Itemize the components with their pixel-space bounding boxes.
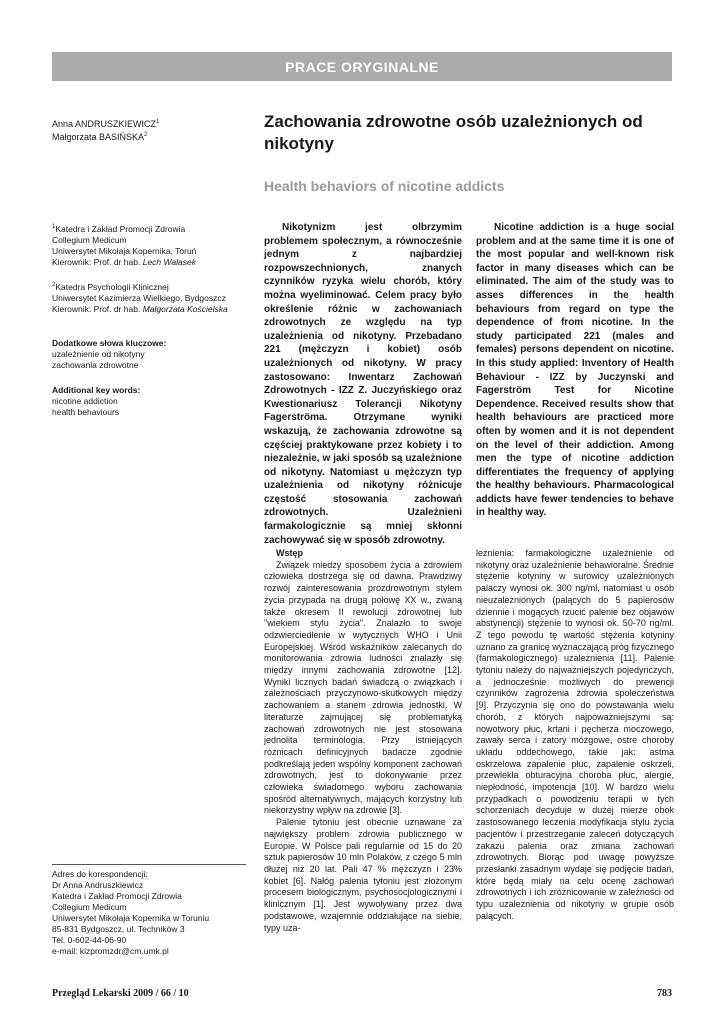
article-subtitle: Health behaviors of nicotine addicts bbox=[264, 178, 505, 194]
author-list bbox=[52, 117, 252, 143]
page-number: 783 bbox=[657, 988, 672, 999]
body-paragraph: Palenie tytoniu jest obecnie uznawane za największy problem zdrowia publicznego w Europie. W Polsce pali regularnie od 15 do 20 sztuk papierosów 10 mln Polaków, z czego 5 mln dłużej niż 20 lat. Pali 47 % mężczyzn i 23% kobiet [6]. Nałóg palenia tytoniu jest złożonym procesem biologicznym, psychosocjologicznymi i klinicznym [1]. Jest wywoływany przez dwa podstawowe, wzajemnie oddziałujące na siebie, typy uza- bbox=[264, 817, 462, 933]
journal-footer: Przegląd Lekarski 2009 / 66 / 10 bbox=[52, 988, 189, 999]
abstract-polish: Nikotynizm jest olbrzymim problemem społecznym, a równocześnie jednym z najbardziej rozpowszechnionych, znanych czynników ryzyka wielu chorób, który można wyeliminować. Celem pracy było określenie różnic w zachowaniach zdrowotnych ze względu na typ uzależnienia od nikotyny. Przebadano 221 (mężczyzn i kobiet) osób uzależnionych od nikotyny. W pracy zastosowano: Inwentarz Zachowań Zdrowotnych - IZZ Z. Juczyńskiego oraz Kwestionariusz Tolerancji Nikotyny Fagerströma. Otrzymane wyniki wskazują, że zachowania zdrowotne są częściej praktykowane przez kobiety i to niezależnie, w jaki sposób są uzależnione od nikotyny. Natomiast u mężczyzn typ uzależnienia od nikotyny różnicuje częstość stosowania zachowań zdrowotnych. Uzależnieni farmakologicznie są mniej skłonni zachowywać się w sposób zdrowotny. bbox=[264, 222, 462, 546]
keywords-english: Additional key words: nicotine addiction health behaviours bbox=[52, 385, 141, 417]
affiliation-2: $^2$Katedra Psychologii Klinicznej Uniwersytet Kazimierza Wielkiego, Bydgoszcz Kierownik: Prof. dr hab. Małgorzata Kościelska bbox=[52, 281, 228, 314]
correspondence-email: e-mail: kizpromzdr@cm.umk.pl bbox=[52, 946, 169, 956]
body-paragraph: leżnienia: farmakologiczne uzależnienie od nikotyny oraz uzależnienie behawioralne. Średnie stężenie kotyniny w surowicy uzależnionych palaczy wynosi ok. 300 ng/ml, natomiast u osób nieuzależnionych (palących do 5 papierosów dziennie i mogących rzucić palenie bez objawów abstynencji) stężenie to wynosi ok. 50-70 ng/ml. Z tego powodu tę wartość stężenia kotyniny uznano za granicę wyznaczającą próg fizycznego (farmakologicznego) uzależnienia [11]. Palenie tytoniu należy do najważniejszych pojedynczych, a jednocześnie możliwych do prewencji czynników zagrożenia zdrowia społeczeństwa [9]. Przyczynia się ono do powstawania wielu chorób, z których najpoważniejszymi są: nowotwory płuc, krtani i pęcherza moczowego, zawały serca i zatory mózgowe, ostre choroby układu oddechowego, takie jak: astma oskrzelowa zapalenie płuc, zapalenie oskrzeli, przewlekła obturacyjna choroba płuc, alergie, niepłodność, impotencja [10]. W bardzo wielu przypadkach o powodzeniu terapii w tych schorzeniach decyduje w dużej mierze obok zastosowanego leczenia modyfikacja stylu życia pacjentów i przestrzeganie zaleceń dotyczących zakazu palenia oraz zmiana zachowań zdrowotnych. Biorąc pod uwagę powyższe przesłanki zasadnym wydaje się podjęcie badań, które będą miały na celu ocenę zachowań zdrowotnych i ich zróżnicowanie w zależności od typu uzależnienia od nikotyny w grupie osób palących. bbox=[476, 548, 674, 921]
author-1: Anna ANDRUSZKIEWICZ$^1$ bbox=[52, 119, 160, 129]
article-title: Zachowania zdrowotne osób uzależnionych od nikotyny bbox=[264, 112, 643, 153]
body-column-1 bbox=[264, 548, 462, 934]
body-paragraph: Związek miedzy sposobem życia a zdrowiem człowieka dostrzega się od dawna. Prawdziwy rozwój zainteresowania prozdrowotnym stylem życia przypada na drugą połowę XX w., zwaną także okresem II rewolucji zdrowotnej lub "wiekiem stylu życia". Znalazło to swoje odzwierciedlenie w wytycznych WHO i Unii Europejskiej. Wśród wskaźników zalecanych do monitorowania zdrowia ludności znalazły się między innymi zachowania zdrowotne [12]. Wyniki licznych badań świadczą o związkach i zależnościach przyczynowo-skutkowych między zachowaniem a stanem zdrowia jednostki. W literaturze zajmującej się problematyką zachowań zdrowotnych nie jest stosowana jednolita terminologia. Przy istniejących różnicach definicyjnych badacze zgodnie podkreślają jeden wspólny komponent zachowań zdrowotnych, jest to dokonywanie przez człowieka świadomego wyboru zachowania spośród alternatywnych, mających korzystny lub niekorzystny wpływ na zdrowie [3]. bbox=[264, 559, 462, 816]
body-column-2 bbox=[476, 548, 674, 923]
author-2: Małgorzata BASIŃSKA$^2$ bbox=[52, 132, 148, 142]
section-heading-introduction: Wstęp bbox=[276, 548, 303, 558]
abstract-english: Nicotine addiction is a huge social problem and at the same time it is one of the most popular and well-known risk factor in many diseases which can be eliminated. The aim of the study was to asses differences in the health behaviours from regard on type the dependence of from nicotine. In the study participated 221 (males and females) persons dependent on nicotine. In this study applied: Inventory of Health Behaviour - IZZ by Juczynski and Fagerström Test for Nicotine Dependence. Received results show that health behaviours are practiced more often by women and it is not dependent on the level of their addiction. Among men the type of nicotine addiction differentiates the frequency of applying the healthy behaviours. Pharmacological addicts have fewer tendencies to behave in healthy way. bbox=[476, 222, 674, 519]
section-banner: PRACE ORYGINALNE bbox=[52, 52, 672, 81]
keywords-polish: Dodatkowe słowa kluczowe: uzależnienie od nikotyny zachowania zdrowotne bbox=[52, 338, 167, 370]
correspondence-address: Adres do korespondencji: Dr Anna Andruszkiewicz Katedra i Zakład Promocji Zdrowia Collegium Medicum Uniwersytet Mikołaja Kopernika w Toruniu 85-831 Bydgoszcz, ul. Techników 3 Tel. 0-602-44-06-90 e-mail: kizpromzdr@cm.umk.pl bbox=[52, 864, 246, 957]
affiliation-1: $^1$Katedra i Zakład Promocji Zdrowia Collegium Medicum Uniwersytet Mikołaja Kopernika, Toruń Kierownik: Prof. dr hab. Lech Walasek bbox=[52, 223, 197, 267]
